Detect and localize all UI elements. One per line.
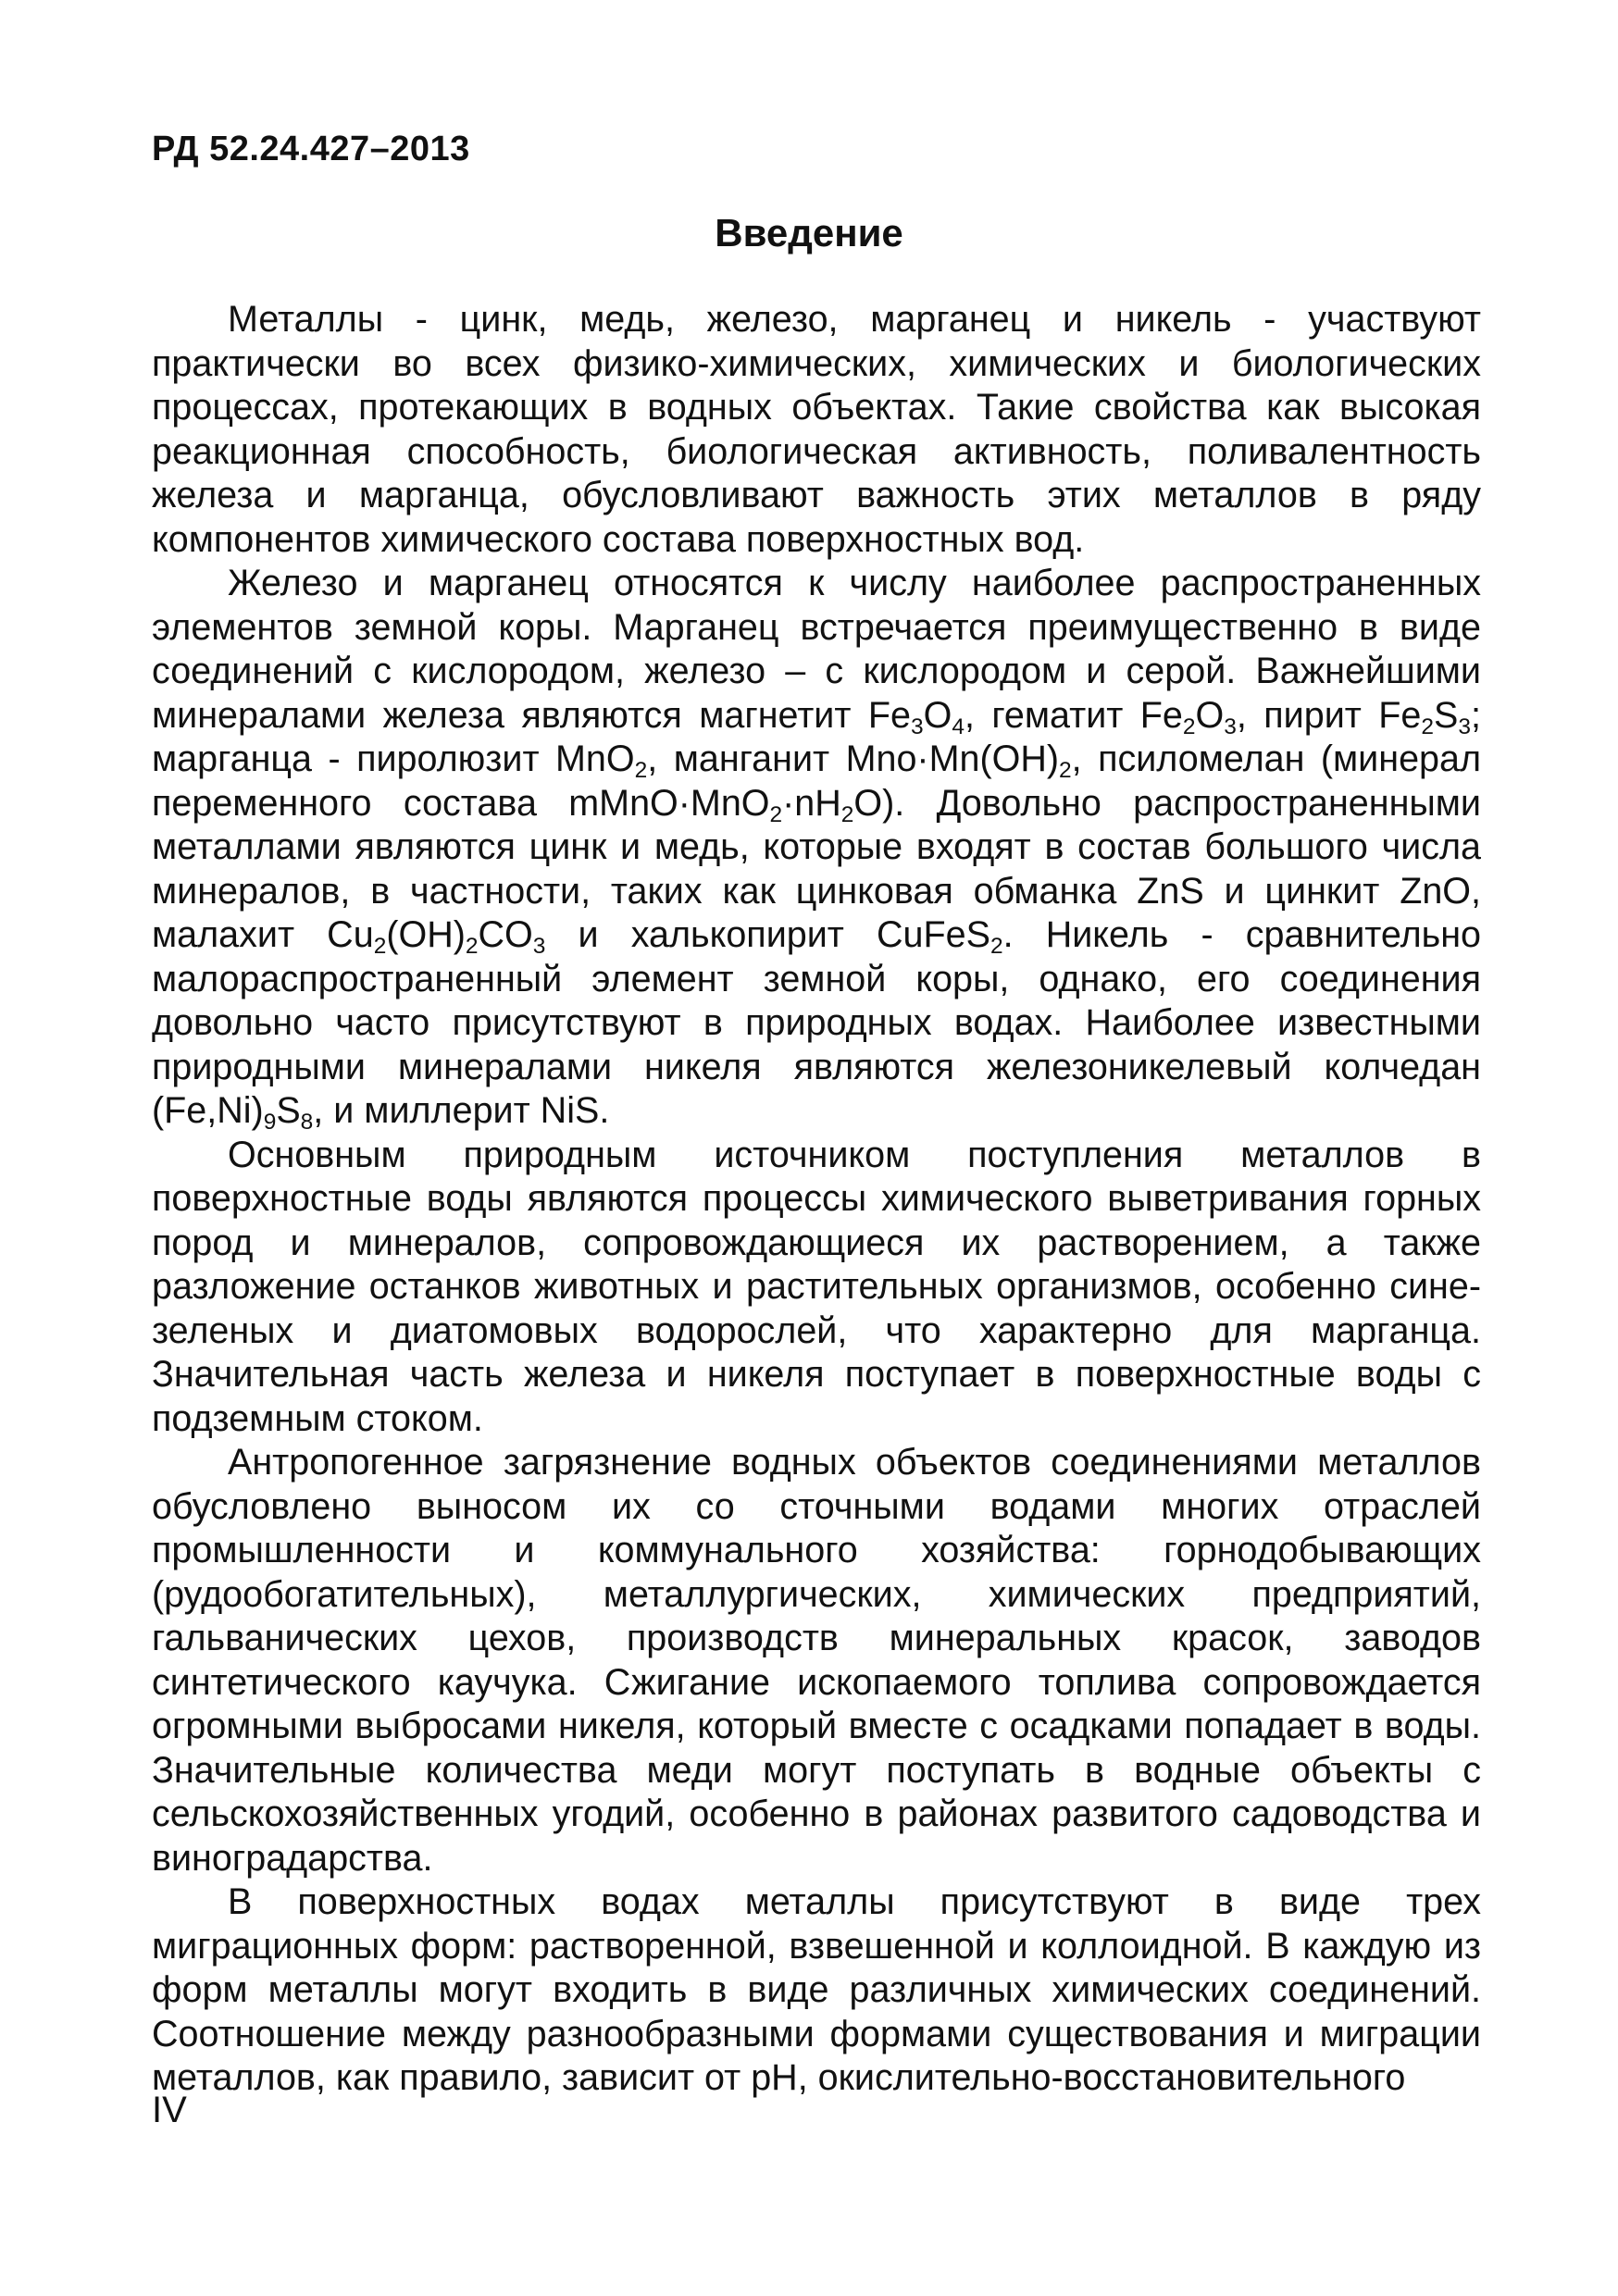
subscript: 9: [263, 1109, 277, 1135]
subscript: 2: [989, 933, 1003, 959]
subscript: 8: [300, 1109, 314, 1135]
paragraph-3: Основным природным источником поступления металлов в поверхностные воды являются процессы химического выветривания горных пород и минералов, сопровождающиеся их растворением, а также разложение останков животных и растительных организмов, особенно сине-зеленых и диатомовых водорослей, что характерно для марганца. Значительная часть железа и никеля поступает в поверхностные воды с подземным стоком.: [152, 1134, 1481, 1439]
body-text: [152, 298, 1481, 2101]
paragraph-1: Металлы - цинк, медь, железо, марганец и никель - участвуют практически во всех физико-химических, химических и биологических процессах, протекающих в водных объектах. Такие свойства как высокая реакционная способность, биологическая активность, поливалентность железа и марганца, обусловливают важность этих металлов в ряду компонентов химического состава поверхностных вод.: [152, 299, 1481, 560]
subscript: 2: [840, 801, 854, 827]
paragraph-5: В поверхностных водах металлы присутствуют в виде трех миграционных форм: растворенной, взвешенной и коллоидной. В каждую из форм металлы могут входить в виде различных химических соединений. Соотношение между разнообразными формами существования и миграции металлов, как правило, зависит от pH, окислительно-восстановительного: [152, 1881, 1481, 2098]
subscript: 3: [1458, 714, 1471, 739]
subscript: 2: [1421, 714, 1435, 739]
subscript: 4: [952, 714, 965, 739]
paragraph-4: Антропогенное загрязнение водных объектов соединениями металлов обусловлено выносом их со сточными водами многих отраслей промышленности и коммунального хозяйства: горнодобывающих (рудообогатительных), металлургических, химических предприятий, гальванических цехов, производств минеральных красок, заводов синтетического каучука. Сжигание ископаемого топлива сопровождается огромными выбросами никеля, который вместе с осадками попадает в воды. Значительные количества меди могут поступать в водные объекты с сельскохозяйственных угодий, особенно в районах развитого садоводства и виноградарства.: [152, 1442, 1481, 1879]
subscript: 3: [1224, 714, 1237, 739]
section-title: Введение: [715, 211, 903, 254]
subscript: 2: [634, 757, 648, 783]
subscript: 2: [373, 933, 387, 959]
subscript: 3: [910, 714, 924, 739]
subscript: 2: [769, 801, 783, 827]
subscript: 3: [532, 933, 546, 959]
subscript: 2: [1059, 757, 1072, 783]
paragraph-2: Железо и марганец относятся к числу наиболее распространенных элементов земной коры. Марганец встречается преимущественно в виде соединений с кислородом, железо – с кислородом и серой. Важнейшими минералами железа являются магнетит $Fe_3O_4$, гематит $Fe_2O_3$, пирит $Fe_2S_3$; марганца - пиролюзит MnO$_2$, манганит $Mno\cdot Mn(OH)_2$, псиломелан (минерал переменного состава $mMnO\cdot MnO_2\cdot nH_2O$). Довольно распространенными металлами являются цинк и медь, которые входят в состав большого числа минералов, в частности, таких как цинковая обманка ZnS и цинкит ZnO, малахит $Cu_2(OH)_2CO_3$ и халькопирит CuFeS$_2$. Никель - сравнительно малораспространенный элемент земной коры, однако, его соединения довольно часто присутствуют в природных водах. Наиболее известными природными минералами никеля являются железоникелевый колчедан $(Fe,Ni)_9S_8$, и миллерит NiS.: [152, 563, 1482, 1135]
document-code: РД 52.24.427–2013: [152, 130, 470, 168]
subscript: 2: [465, 933, 479, 959]
page-number: IV: [152, 2090, 187, 2130]
subscript: 2: [1182, 714, 1196, 739]
